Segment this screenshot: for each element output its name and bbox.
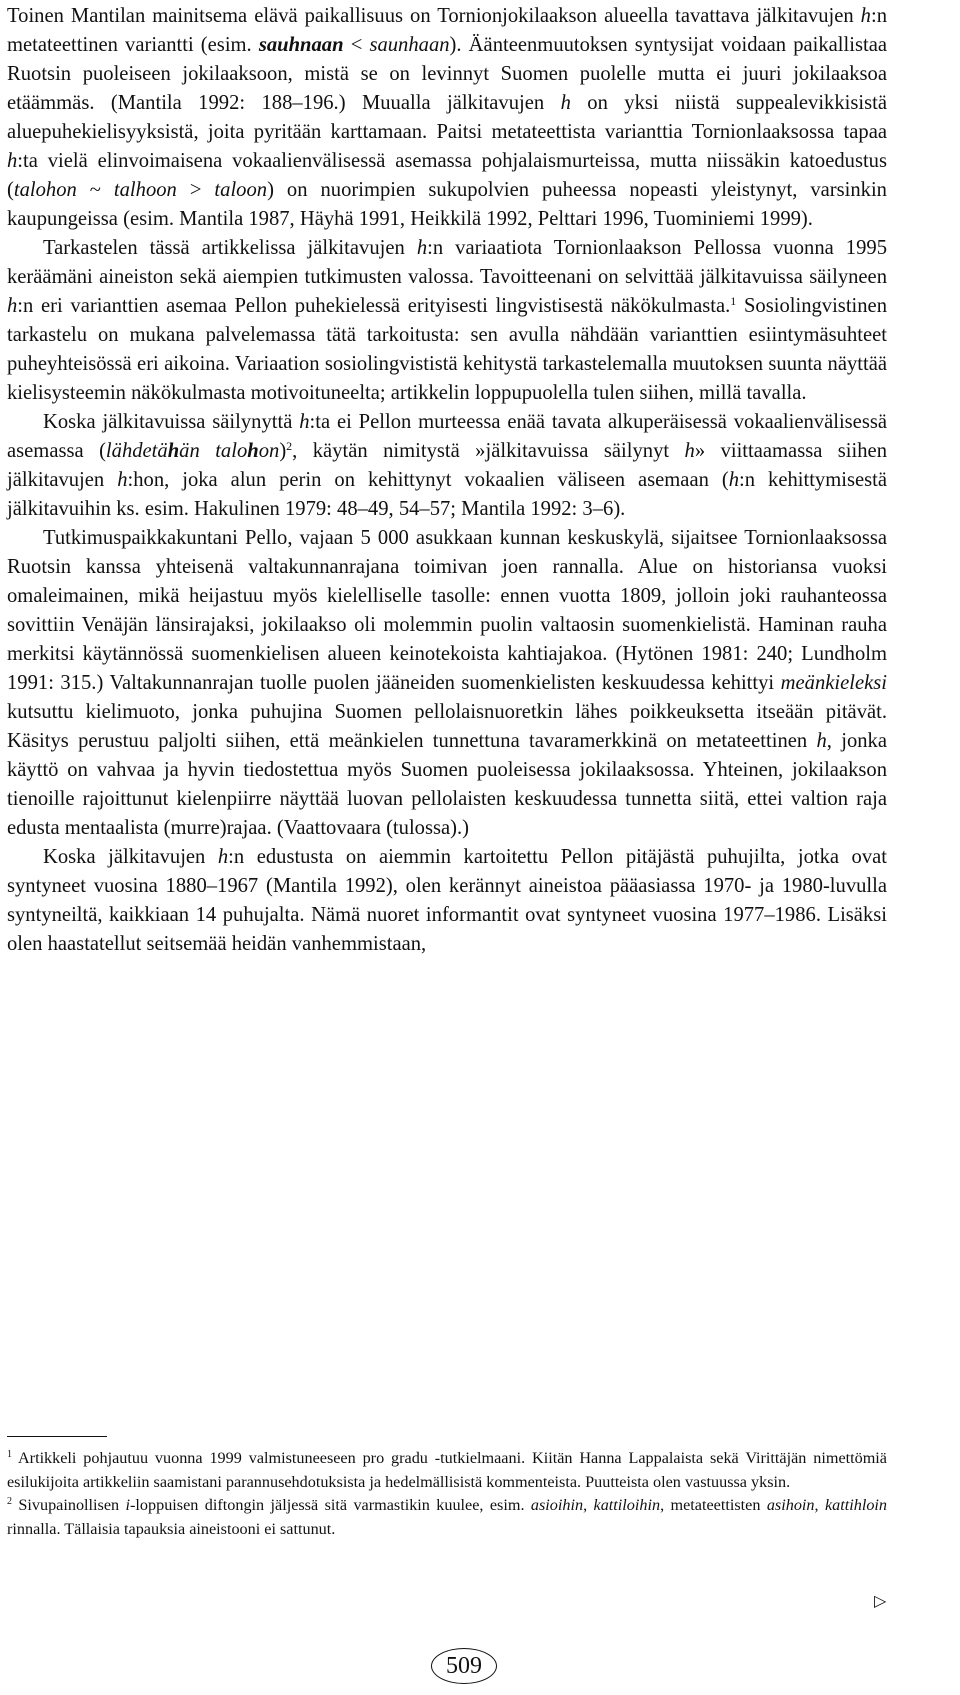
paragraph bbox=[7, 408, 887, 524]
bold-italic-text bbox=[247, 440, 258, 462]
footnote-separator bbox=[7, 1436, 107, 1437]
bold-italic-text bbox=[259, 34, 344, 56]
text-run: :n variaatiota Tornionlaakson Pellossa vuonna 1995 keräämäni aineiston sekä aiempien tutkimusten valossa. Tavoitteenani on selvittää jälkitavuissa säilyneen bbox=[7, 237, 887, 288]
italic-text: asihoin bbox=[766, 1496, 815, 1514]
paragraph bbox=[7, 234, 887, 408]
text-run: < bbox=[343, 34, 370, 56]
text-run: , bbox=[583, 1496, 594, 1514]
paragraph bbox=[7, 843, 887, 959]
footnote-reference: 2 bbox=[286, 439, 293, 453]
bold-italic-text bbox=[168, 440, 179, 462]
footnote-reference: 2 bbox=[7, 1496, 12, 1507]
text-run: :n kehittymisestä jälkitavuihin ks. esim. Hakulinen 1979: 48–49, 54–57; Mantila 1992: 3–6). bbox=[7, 469, 887, 520]
text-run: > bbox=[176, 179, 215, 201]
italic-text: h bbox=[416, 237, 428, 259]
italic-text: talohon bbox=[13, 179, 77, 201]
text-run: ). Äänteenmuutoksen syntysijat voidaan paikallistaa Ruotsin puoleiseen jokilaaksoon, mistä se on levinnyt Suomen puolelle mutta ei juuri jokilaaksoa etäämmäs. (Mantila 1992: 188–196.) Muualla jälkitavujen bbox=[7, 34, 887, 114]
paragraph bbox=[7, 524, 887, 843]
text-run: :ta vielä elinvoimaisena vokaalienvälisessä asemassa pohjalaismurteissa, mutta niissäkin katoedustus ( bbox=[7, 150, 887, 201]
text-run: ~ bbox=[76, 179, 114, 201]
italic-text: h bbox=[728, 469, 740, 491]
text-run: :n eri varianttien asemaa Pellon puhekielessä erityisesti lingvistisestä näkökulmasta. bbox=[17, 295, 731, 317]
text-run: Sosiolingvistinen tarkastelu on mukana palvelemassa tätä tarkoitusta: sen avulla nähdään varianttien esiintymäsuhteet puheyhteisössä eri aikoina. Variaation sosiolingvististä kehitystä tarkastelemalla muutoksen suunta näyttää kielisysteemin näkökulmasta motivoituneelta; artikkelin loppupuolella tulen siihen, millä tavalla. bbox=[7, 295, 887, 404]
italic-text: h bbox=[860, 5, 871, 27]
emphasized-text: sauhnaan bbox=[258, 34, 344, 56]
text-run: rinnalla. Tällaisia tapauksia aineistooni ei sattunut. bbox=[7, 1519, 336, 1538]
footnotes bbox=[7, 1447, 887, 1541]
italic-text: h bbox=[560, 92, 571, 114]
italic-text: h bbox=[217, 846, 229, 868]
italic-text: kattihloin bbox=[824, 1496, 887, 1514]
italic-text: h bbox=[816, 730, 827, 752]
italic-text: talhoon bbox=[113, 179, 177, 201]
italic-text: i bbox=[125, 1496, 131, 1514]
footnote-reference: 1 bbox=[7, 1449, 12, 1460]
text-run: Sivupainollisen bbox=[12, 1496, 126, 1514]
text-run: , metateettisten bbox=[660, 1496, 767, 1514]
text-run: :hon, joka alun perin on kehittynyt vokaalien väliseen asemaan ( bbox=[127, 469, 729, 491]
text-run: ) bbox=[279, 440, 287, 462]
italic-text: h bbox=[7, 295, 18, 317]
text-run: Artikkeli pohjautuu vuonna 1999 valmistuneeseen pro gradu -tutkielmaani. Kiitän Hanna Lappalaista sekä Virittäjän nimettömiä esilukijoita artikkeliin saamistani parannusehdotuksista ja hedelmällisistä kommenteista. Puutteista olen vastuussa yksin. bbox=[7, 1449, 887, 1491]
italic-text: h bbox=[7, 150, 18, 172]
text-run: , jonka käyttö on vahvaa ja hyvin tiedostettua myös Suomen puoleisessa jokilaaksossa. Yhteinen, jokilaakson tienoille rajoittunut kielenpiirre näyttää luovan pellolaisten keskuudessa tunnetta siitä, ettei valtion raja edusta mentaalista (murre)rajaa. (Vaattovaara (tulossa).) bbox=[7, 730, 887, 839]
text-run: kutsuttu kielimuoto, jonka puhujina Suomen pellolaisnuoretkin lähes poikkeuksetta itseään pitävät. Käsitys perustuu paljolti siihen, että meänkielen tunnettuna tavaramerkkinä on metateettinen bbox=[7, 701, 887, 752]
emphasized-text: h bbox=[247, 440, 259, 462]
italic-text: h bbox=[299, 411, 310, 433]
text-run: on yksi niistä suppealevikkisistä aluepuhekielisyyksistä, joita pyritään karttamaan. Paitsi metateettista varianttia Tornionlaaksossa tapaa bbox=[7, 92, 887, 143]
text-run: :n edustusta on aiemmin kartoitettu Pellon pitäjästä puhujilta, jotka ovat syntyneet vuosina 1880–1967 (Mantila 1992), olen kerännyt aineistoa pääasiassa 1970- ja 1980-luvulla syntyneiltä, kaikkiaan 14 puhujalta. Nämä nuoret informantit ovat syntyneet vuosina 1977–1986. Lisäksi olen haastatellut seitsemää heidän vanhemmistaan, bbox=[7, 846, 887, 955]
emphasized-text: h bbox=[167, 440, 180, 462]
italic-text: h bbox=[117, 469, 128, 491]
text-run: , bbox=[814, 1496, 825, 1514]
text-run: :n metateettinen variantti (esim. bbox=[7, 5, 887, 56]
italic-text: än talo bbox=[179, 440, 248, 462]
text-run: :ta ei Pellon murteessa enää tavata alkuperäisessä vokaalienvälisessä asemassa ( bbox=[7, 411, 887, 462]
page-number: 509 bbox=[431, 1648, 497, 1684]
footnote bbox=[7, 1494, 887, 1541]
text-run: ) on nuorimpien sukupolvien puheessa nopeasti yleistynyt, varsinkin kaupungeissa (esim. Mantila 1987, Häyhä 1991, Heikkilä 1992, Pelttari 1996, Tuominiemi 1999). bbox=[7, 179, 887, 230]
text-run: » viittaamassa siihen jälkitavujen bbox=[7, 440, 887, 491]
main-body-text bbox=[7, 2, 887, 959]
continue-arrow-icon: ▷ bbox=[874, 1591, 887, 1610]
footnote bbox=[7, 1447, 887, 1494]
italic-text: saunhaan bbox=[369, 34, 450, 56]
text-run: Koska jälkitavujen bbox=[43, 846, 218, 868]
italic-text: h bbox=[684, 440, 695, 462]
text-run: Tarkastelen tässä artikkelissa jälkitavujen bbox=[43, 237, 417, 259]
italic-text: asioihin bbox=[530, 1496, 584, 1514]
paragraph bbox=[7, 2, 887, 234]
text-run: , käytän nimitystä »jälkitavuissa säilynyt bbox=[292, 440, 685, 462]
italic-text: taloon bbox=[214, 179, 268, 201]
italic-text: lähdetä bbox=[105, 440, 168, 462]
text-run: -loppuisen diftongin jäljessä sitä varmastikin kuulee, esim. bbox=[130, 1496, 531, 1514]
italic-text: meänkieleksi bbox=[780, 672, 887, 694]
text-run: Tutkimuspaikkakuntani Pello, vajaan 5 000 asukkaan kunnan keskuskylä, sijaitsee Tornionlaaksossa Ruotsin kanssa yhteisenä valtakunnanrajana toimivan joen rannalla. Alue on historiansa vuoksi omaleimainen, mikä heijastuu myös kielelliselle tasolle: ennen vuotta 1809, jolloin joki rauhanteossa sovittiin Venäjän länsirajaksi, jokilaakso oli molemmin puolin valtaosin suomenkielistä. Haminan rauha merkitsi käytännössä suomenkielisen alueen keinotekoista kahtiajakoa. (Hytönen 1981: 240; Lundholm 1991: 315.) Valtakunnanrajan tuolle puolen jääneiden suomenkielisten keskuudessa kehittyi bbox=[7, 527, 887, 694]
italic-text: kattiloihin bbox=[593, 1496, 661, 1514]
italic-text: on bbox=[258, 440, 280, 462]
footnote-reference: 1 bbox=[730, 294, 737, 308]
text-run: Toinen Mantilan mainitsema elävä paikallisuus on Tornionjokilaakson alueella tavattava jälkitavujen bbox=[7, 5, 861, 27]
text-run: Koska jälkitavuissa säilynyttä bbox=[43, 411, 300, 433]
